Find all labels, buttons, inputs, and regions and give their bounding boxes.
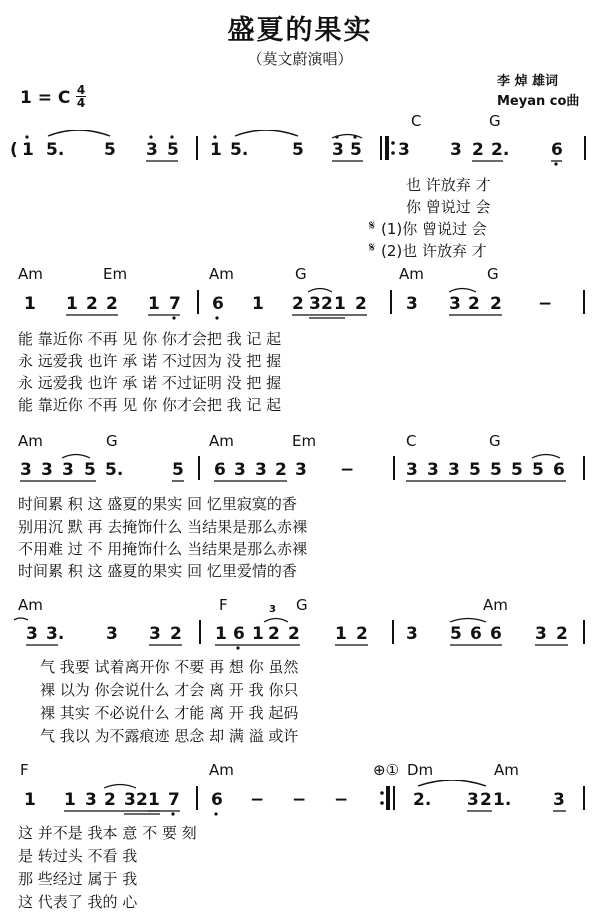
svg-text:2: 2	[268, 624, 280, 644]
chord-label: Am	[18, 596, 43, 614]
svg-text:3: 3	[398, 140, 410, 160]
lyric-verse-1: 能 靠近你 不再 见 你 你才会把 我 记 起	[18, 330, 282, 348]
lyric-verse-2: 裸 以为 你会说什么 才会 离 开 我 你只	[40, 681, 299, 699]
lyric-verse-4: (2)也 许放弃 才	[381, 242, 487, 260]
svg-text:3: 3	[427, 460, 439, 480]
song-title: 盛夏的果实	[227, 15, 373, 46]
svg-text:3: 3	[124, 790, 136, 810]
svg-text:2: 2	[136, 790, 148, 810]
svg-text:2: 2	[490, 294, 502, 314]
svg-text:7: 7	[169, 294, 181, 314]
key-signature: 1 = C	[20, 88, 71, 108]
notation-line-4	[0, 614, 600, 656]
lyric-verse-3: 裸 其实 不必说什么 才能 离 开 我 起码	[40, 704, 299, 722]
svg-text:6: 6	[212, 294, 224, 314]
svg-text:3: 3	[332, 140, 344, 160]
lyric-verse-2: 你 曾说过 会	[406, 198, 491, 216]
svg-text:1: 1	[66, 294, 78, 314]
chord-label: Am	[483, 596, 508, 614]
svg-text:3: 3	[26, 624, 38, 644]
lyric-verse-2: 永 远爱我 也许 承 诺 不过因为 没 把 握	[18, 352, 282, 370]
svg-text:1: 1	[22, 140, 34, 160]
svg-text:1: 1	[252, 624, 264, 644]
composer-credit: Meyan co曲	[497, 94, 580, 109]
svg-text:3: 3	[106, 624, 118, 644]
coda-sign: ⊕①	[373, 761, 400, 779]
chord-label: G	[489, 112, 501, 130]
svg-text:6: 6	[490, 624, 502, 644]
svg-text:6: 6	[553, 460, 565, 480]
chord-label: Am	[18, 265, 43, 283]
lyricist-credit: 李 焯 雄词	[497, 74, 559, 89]
chord-label: C	[411, 112, 422, 130]
grace-note: 3	[269, 604, 276, 615]
svg-text:−: −	[334, 790, 349, 810]
svg-text:−: −	[292, 790, 307, 810]
svg-text:3: 3	[62, 460, 74, 480]
svg-text:2: 2	[104, 790, 116, 810]
segno-sign: 𝄋	[369, 240, 376, 256]
svg-text:3: 3	[41, 460, 53, 480]
svg-text:1: 1	[334, 294, 346, 314]
svg-text:3: 3	[406, 624, 418, 644]
svg-text:2: 2	[355, 294, 367, 314]
svg-text:2: 2	[288, 624, 300, 644]
chord-label: Am	[399, 265, 424, 283]
svg-text:2: 2	[356, 624, 368, 644]
svg-text:2: 2	[480, 790, 492, 810]
svg-text:6: 6	[233, 624, 245, 644]
svg-text:3: 3	[406, 294, 418, 314]
svg-text:3: 3	[309, 294, 321, 314]
svg-text:1: 1	[335, 624, 347, 644]
svg-text:1: 1	[210, 140, 222, 160]
svg-text:2: 2	[86, 294, 98, 314]
time-signature	[76, 84, 86, 109]
chord-label: F	[20, 761, 29, 779]
svg-text:1: 1	[148, 294, 160, 314]
svg-text:3: 3	[255, 460, 267, 480]
chord-label: Em	[292, 432, 317, 450]
lyric-verse-1: 时间累 积 这 盛夏的果实 回 忆里寂寞的香	[18, 495, 297, 513]
svg-text:3: 3	[20, 460, 32, 480]
svg-text:2.: 2.	[413, 790, 432, 810]
svg-text:3: 3	[449, 294, 461, 314]
svg-text:1: 1	[24, 294, 36, 314]
svg-text:7: 7	[168, 790, 180, 810]
svg-text:1: 1	[148, 790, 160, 810]
chord-label: Am	[209, 265, 234, 283]
svg-text:5: 5	[490, 460, 502, 480]
svg-text:5: 5	[172, 460, 184, 480]
svg-text:5: 5	[104, 140, 116, 160]
svg-text:−: −	[340, 460, 355, 480]
svg-text:3: 3	[450, 140, 462, 160]
lyric-verse-1: 这 并不是 我本 意 不 要 刻	[18, 824, 197, 842]
svg-text:1: 1	[215, 624, 227, 644]
svg-text:3: 3	[85, 790, 97, 810]
svg-text:5.: 5.	[230, 140, 249, 160]
svg-text:3: 3	[146, 140, 158, 160]
chord-label: Am	[209, 432, 234, 450]
svg-text:3: 3	[149, 624, 161, 644]
svg-text:5: 5	[511, 460, 523, 480]
svg-text:5.: 5.	[46, 140, 65, 160]
lyric-verse-4: 时间累 积 这 盛夏的果实 回 忆里爱情的香	[18, 562, 297, 580]
notation-line-3	[0, 450, 600, 492]
svg-text:2: 2	[468, 294, 480, 314]
svg-text:3: 3	[234, 460, 246, 480]
svg-text:5: 5	[450, 624, 462, 644]
svg-text:6: 6	[551, 140, 563, 160]
lyric-verse-1: 气 我要 试着离开你 不要 再 想 你 虽然	[40, 658, 299, 676]
svg-text:5: 5	[532, 460, 544, 480]
svg-text:2.: 2.	[491, 140, 510, 160]
svg-text:−: −	[538, 294, 553, 314]
svg-text:2: 2	[292, 294, 304, 314]
svg-text:3: 3	[553, 790, 565, 810]
svg-text:−: −	[250, 790, 265, 810]
notation-line-5	[0, 780, 600, 822]
svg-text:3: 3	[295, 460, 307, 480]
chord-label: Dm	[407, 761, 434, 779]
notation-line-2	[0, 284, 600, 326]
svg-text:5: 5	[167, 140, 179, 160]
svg-text:2: 2	[556, 624, 568, 644]
chord-label: G	[489, 432, 501, 450]
lyric-verse-3: 永 远爱我 也许 承 诺 不过证明 没 把 握	[18, 374, 282, 392]
svg-text:3: 3	[448, 460, 460, 480]
svg-text:1.: 1.	[493, 790, 512, 810]
chord-label: Em	[103, 265, 128, 283]
chord-label: Am	[494, 761, 519, 779]
svg-text:3.: 3.	[46, 624, 65, 644]
svg-text:5: 5	[84, 460, 96, 480]
svg-text:2: 2	[106, 294, 118, 314]
chord-label: Am	[209, 761, 234, 779]
svg-text:6: 6	[214, 460, 226, 480]
svg-text:5: 5	[350, 140, 362, 160]
svg-text:1: 1	[64, 790, 76, 810]
svg-text:3: 3	[406, 460, 418, 480]
lyric-verse-1: 也 许放弃 才	[406, 176, 491, 194]
chord-label: G	[106, 432, 118, 450]
svg-text:6: 6	[470, 624, 482, 644]
chord-label: G	[296, 596, 308, 614]
lyric-verse-2: 别用沉 默 再 去掩饰什么 当结果是那么赤裸	[18, 518, 308, 536]
lyric-verse-3: 不用难 过 不 用掩饰什么 当结果是那么赤裸	[18, 540, 308, 558]
svg-text:3: 3	[535, 624, 547, 644]
svg-text:5: 5	[469, 460, 481, 480]
svg-text:5.: 5.	[105, 460, 124, 480]
lyric-verse-3: (1)你 曾说过 会	[381, 220, 487, 238]
lyric-verse-4: 能 靠近你 不再 见 你 你才会把 我 记 起	[18, 396, 282, 414]
lyric-verse-4: 这 代表了 我的 心	[18, 893, 138, 911]
lyric-verse-3: 那 些经过 属于 我	[18, 870, 138, 888]
chord-label: Am	[18, 432, 43, 450]
svg-text:3: 3	[467, 790, 479, 810]
segno-sign: 𝄋	[369, 218, 376, 234]
performer-subtitle: （莫文蔚演唱）	[247, 50, 353, 68]
lyric-verse-2: 是 转过头 不看 我	[18, 847, 138, 865]
svg-text:5: 5	[292, 140, 304, 160]
svg-text:2: 2	[275, 460, 287, 480]
svg-text:2: 2	[321, 294, 333, 314]
svg-text:(: (	[10, 140, 18, 160]
chord-label: G	[295, 265, 307, 283]
chord-label: F	[219, 596, 228, 614]
lyric-verse-4: 气 我以 为不露痕迹 思念 却 满 溢 或许	[40, 727, 299, 745]
chord-label: C	[406, 432, 417, 450]
notation-line-1	[0, 130, 600, 170]
svg-text:1: 1	[252, 294, 264, 314]
svg-text:6: 6	[211, 790, 223, 810]
svg-text:2: 2	[472, 140, 484, 160]
chord-label: G	[487, 265, 499, 283]
time-signature-top: 4	[76, 83, 86, 97]
time-signature-bottom: 4	[76, 96, 86, 110]
svg-text:2: 2	[170, 624, 182, 644]
svg-text:1: 1	[24, 790, 36, 810]
